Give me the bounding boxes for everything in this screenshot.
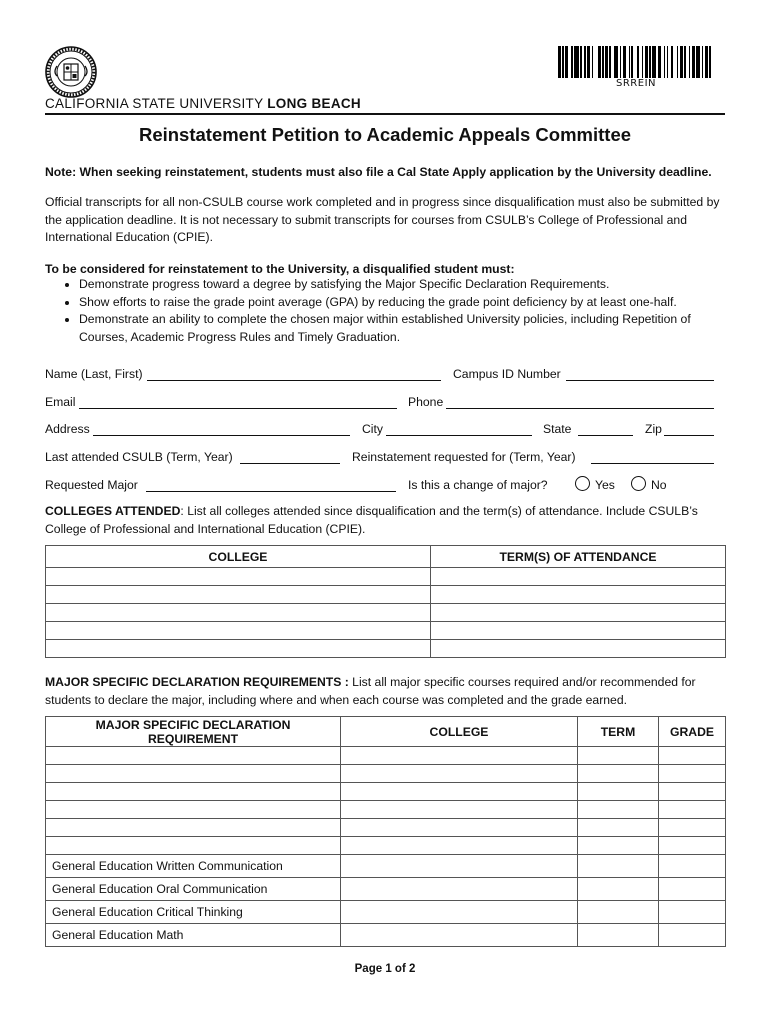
ge-written-cell: General Education Written Communication [46, 855, 341, 878]
colleges-attended-heading: COLLEGES ATTENDED: List all colleges attended since disqualification and the term(s) of attendance. Include CSULB’s College of Professional and International Education (CPIE). [45, 504, 698, 536]
college-cell[interactable] [46, 586, 431, 604]
column-header-requirement: MAJOR SPECIFIC DECLARATION REQUIREMENT [46, 717, 341, 747]
page-number: Page 1 of 2 [354, 963, 416, 975]
table-row [46, 924, 726, 947]
major-requirements-heading: MAJOR SPECIFIC DECLARATION REQUIREMENTS : List all major specific courses required and/or recommended for students to declare the major, including where and when each course was completed and the grade earned. [45, 675, 696, 707]
table-row [46, 640, 726, 658]
name-field[interactable] [147, 380, 441, 381]
term-cell[interactable] [431, 586, 726, 604]
state-label: State [543, 422, 572, 436]
table-row [46, 855, 726, 878]
city-field[interactable] [386, 435, 532, 436]
yes-label: Yes [595, 478, 615, 492]
ge-math-cell: General Education Math [46, 924, 341, 947]
column-header-grade: GRADE [659, 717, 726, 747]
major-requirements-table [45, 716, 726, 947]
ge-oral-cell: General Education Oral Communication [46, 878, 341, 901]
transcripts-paragraph: Official transcripts for all non-CSULB course work completed and in progress since disqualification must also be submitted by the application deadline. It is not necessary to submit transcripts for courses from CSULB’s College of Professional and International Education (CPIE). [45, 195, 720, 244]
state-field[interactable] [578, 435, 633, 436]
requested-major-field[interactable] [146, 491, 396, 492]
table-row [46, 586, 726, 604]
list-item: • Demonstrate an ability to complete the chosen major within established University policies, including Repetition of Courses, Academic Progress Rules and Timely Graduation. [79, 311, 725, 346]
no-label: No [651, 478, 667, 492]
name-label: Name (Last, First) [45, 367, 143, 381]
term-cell[interactable] [431, 622, 726, 640]
phone-field[interactable] [446, 408, 714, 409]
table-row [46, 901, 726, 924]
yes-radio[interactable] [575, 476, 590, 491]
table-row [46, 801, 726, 819]
page-title: Reinstatement Petition to Academic Appeals Committee [138, 124, 632, 145]
barcode-bar [711, 46, 714, 78]
table-row [46, 783, 726, 801]
college-cell[interactable] [46, 640, 431, 658]
colleges-table [45, 545, 726, 658]
column-header-college: COLLEGE [46, 546, 431, 568]
campus-id-field[interactable] [566, 380, 714, 381]
address-field[interactable] [93, 435, 350, 436]
university-seal-icon [45, 46, 97, 98]
campus-id-label: Campus ID Number [453, 367, 561, 381]
requested-major-label: Requested Major [45, 478, 138, 492]
note-text: Note: When seeking reinstatement, students must also file a Cal State Apply application by the University deadline. [45, 165, 712, 179]
term-cell[interactable] [431, 604, 726, 622]
term-cell[interactable] [431, 640, 726, 658]
college-cell[interactable] [46, 622, 431, 640]
college-cell[interactable] [46, 604, 431, 622]
list-item: • Demonstrate progress toward a degree by satisfying the Major Specific Declaration Requirements. [79, 276, 725, 294]
reinstatement-term-field[interactable] [591, 463, 714, 464]
column-header-college: COLLEGE [341, 717, 578, 747]
table-row [46, 568, 726, 586]
college-cell[interactable] [46, 568, 431, 586]
ge-critical-cell: General Education Critical Thinking [46, 901, 341, 924]
email-label: Email [45, 395, 76, 409]
requirements-heading: To be considered for reinstatement to the University, a disqualified student must: [45, 262, 515, 276]
city-label: City [362, 422, 383, 436]
university-name: CALIFORNIA STATE UNIVERSITY LONG BEACH [45, 96, 361, 111]
column-header-terms: TERM(S) OF ATTENDANCE [431, 546, 726, 568]
last-attended-field[interactable] [240, 463, 340, 464]
table-row [46, 819, 726, 837]
no-radio[interactable] [631, 476, 646, 491]
term-cell[interactable] [431, 568, 726, 586]
barcode [558, 46, 714, 78]
table-row [46, 622, 726, 640]
table-row [46, 604, 726, 622]
requirements-list [45, 276, 725, 346]
column-header-term: TERM [578, 717, 659, 747]
header-divider [45, 113, 725, 115]
table-row [46, 878, 726, 901]
address-label: Address [45, 422, 90, 436]
last-attended-label: Last attended CSULB (Term, Year) [45, 450, 233, 464]
table-row [46, 765, 726, 783]
reinstatement-term-label: Reinstatement requested for (Term, Year) [352, 450, 576, 464]
zip-field[interactable] [664, 435, 714, 436]
table-row [46, 837, 726, 855]
phone-label: Phone [408, 395, 444, 409]
barcode-label: SRREIN [616, 78, 656, 89]
table-row [46, 747, 726, 765]
email-field[interactable] [79, 408, 397, 409]
change-major-label: Is this a change of major? [408, 478, 548, 492]
zip-label: Zip [645, 422, 662, 436]
list-item: • Show efforts to raise the grade point average (GPA) by reducing the grade point deficiency by at least one-half. [79, 294, 725, 312]
